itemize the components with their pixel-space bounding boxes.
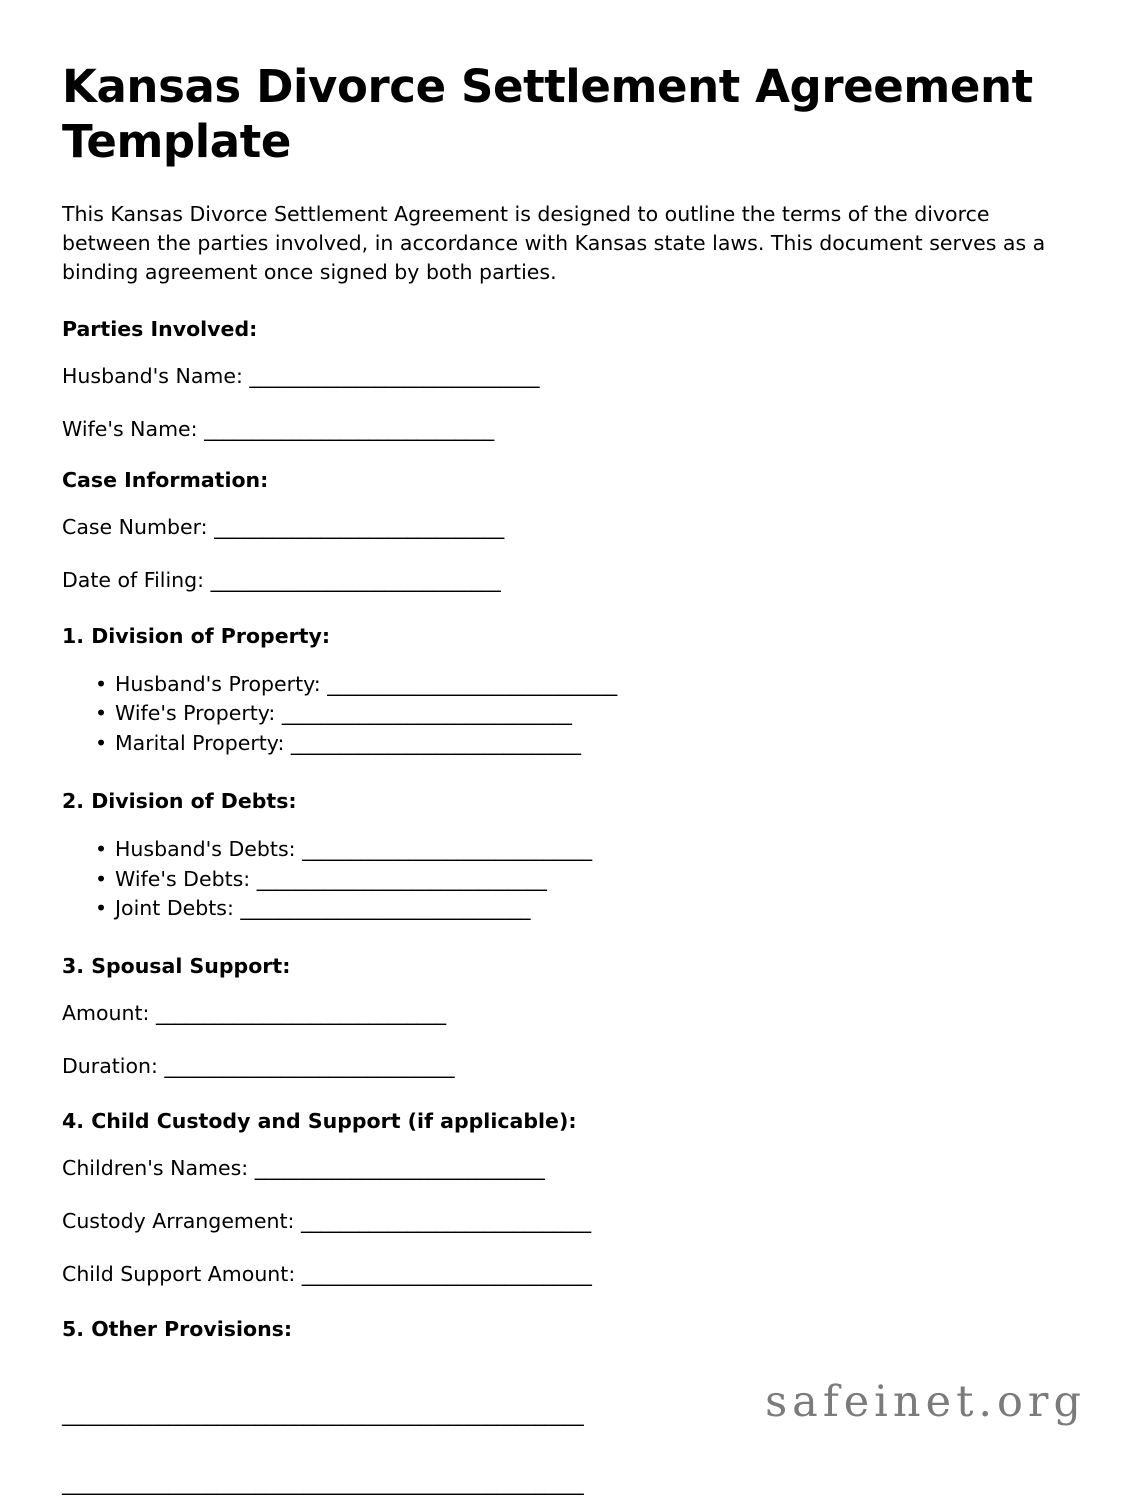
field-case-number-blank[interactable]: ______________________________	[214, 515, 504, 540]
field-wifes-name-blank[interactable]: ______________________________	[204, 416, 494, 441]
field-childrens-names-blank[interactable]: ______________________________	[254, 1156, 545, 1181]
bullet-label-husbands-property: Husband's Property:	[115, 671, 328, 696]
other-provisions-blank-line-2[interactable]: ______________________________________________________	[62, 1470, 584, 1495]
field-custody-arrangement-blank[interactable]: ______________________________	[300, 1208, 591, 1233]
section-heading-division-of-debts: 2. Division of Debts:	[62, 788, 297, 813]
bullet-blank-joint-debts[interactable]: ______________________________	[240, 896, 530, 921]
other-provisions-gap	[62, 1428, 1062, 1470]
list-item	[62, 865, 1062, 895]
section-heading-division-of-property: 1. Division of Property:	[62, 623, 331, 648]
field-spousal-support-amount	[62, 1000, 1062, 1027]
field-case-number-label: Case Number:	[62, 515, 215, 540]
list-item	[62, 729, 1062, 759]
page-title: Kansas Divorce Settlement Agreement Template	[62, 60, 1033, 168]
bullet-label-husbands-debts: Husband's Debts:	[115, 836, 303, 861]
intro-paragraph: This Kansas Divorce Settlement Agreement is designed to outline the terms of the divorce between the parties involved, in accordance with Kansas state laws. This document serves as a binding agreement once signed by both parties.	[62, 201, 1046, 284]
field-spousal-support-duration-blank[interactable]: ______________________________	[164, 1053, 454, 1078]
field-child-support-amount-blank[interactable]: ______________________________	[301, 1261, 592, 1286]
document-body	[62, 60, 1062, 1496]
list-item	[62, 699, 1062, 729]
case-information-heading: Case Information:	[62, 468, 269, 493]
bullet-blank-husbands-debts[interactable]: ______________________________	[302, 836, 592, 861]
field-spousal-support-duration	[62, 1053, 1062, 1080]
division-of-debts-list	[62, 835, 1062, 924]
bullet-label-wifes-property: Wife's Property:	[115, 701, 282, 726]
field-date-of-filing	[62, 567, 1062, 594]
field-husbands-name	[62, 363, 1062, 390]
bullet-blank-wifes-property[interactable]: ______________________________	[281, 701, 572, 726]
field-spousal-support-amount-blank[interactable]: ______________________________	[155, 1000, 446, 1025]
field-childrens-names	[62, 1155, 1062, 1182]
field-spousal-support-amount-label: Amount:	[62, 1000, 156, 1025]
field-childrens-names-label: Children's Names:	[62, 1156, 255, 1181]
field-child-support-amount	[62, 1261, 1062, 1288]
field-custody-arrangement	[62, 1208, 1062, 1235]
field-custody-arrangement-label: Custody Arrangement:	[62, 1208, 301, 1233]
section-heading-spousal-support: 3. Spousal Support:	[62, 953, 291, 978]
field-wifes-name	[62, 416, 1062, 443]
bullet-blank-wifes-debts[interactable]: ______________________________	[256, 866, 547, 891]
bullet-blank-marital-property[interactable]: ______________________________	[290, 731, 581, 756]
list-item	[62, 835, 1062, 865]
other-provisions-blank-line-1[interactable]: ______________________________________________________	[62, 1402, 584, 1427]
field-husbands-name-label: Husband's Name:	[62, 364, 250, 389]
field-child-support-amount-label: Child Support Amount:	[62, 1261, 302, 1286]
field-date-of-filing-label: Date of Filing:	[62, 568, 211, 593]
watermark: safeinet.org	[765, 1377, 1086, 1427]
parties-involved-heading: Parties Involved:	[62, 317, 258, 342]
section-heading-child-custody-and-support: 4. Child Custody and Support (if applicable):	[62, 1109, 577, 1134]
bullet-blank-husbands-property[interactable]: ______________________________	[327, 671, 617, 696]
list-item	[62, 894, 1062, 924]
division-of-property-list	[62, 670, 1062, 759]
field-wifes-name-label: Wife's Name:	[62, 416, 205, 441]
field-spousal-support-duration-label: Duration:	[62, 1053, 165, 1078]
bullet-label-marital-property: Marital Property:	[115, 731, 291, 756]
bullet-label-joint-debts: Joint Debts:	[115, 896, 241, 921]
list-item	[62, 670, 1062, 700]
field-date-of-filing-blank[interactable]: ______________________________	[210, 568, 501, 593]
bullet-label-wifes-debts: Wife's Debts:	[115, 866, 257, 891]
field-husbands-name-blank[interactable]: ______________________________	[249, 364, 539, 389]
field-case-number	[62, 514, 1062, 541]
section-heading-other-provisions: 5. Other Provisions:	[62, 1317, 293, 1342]
